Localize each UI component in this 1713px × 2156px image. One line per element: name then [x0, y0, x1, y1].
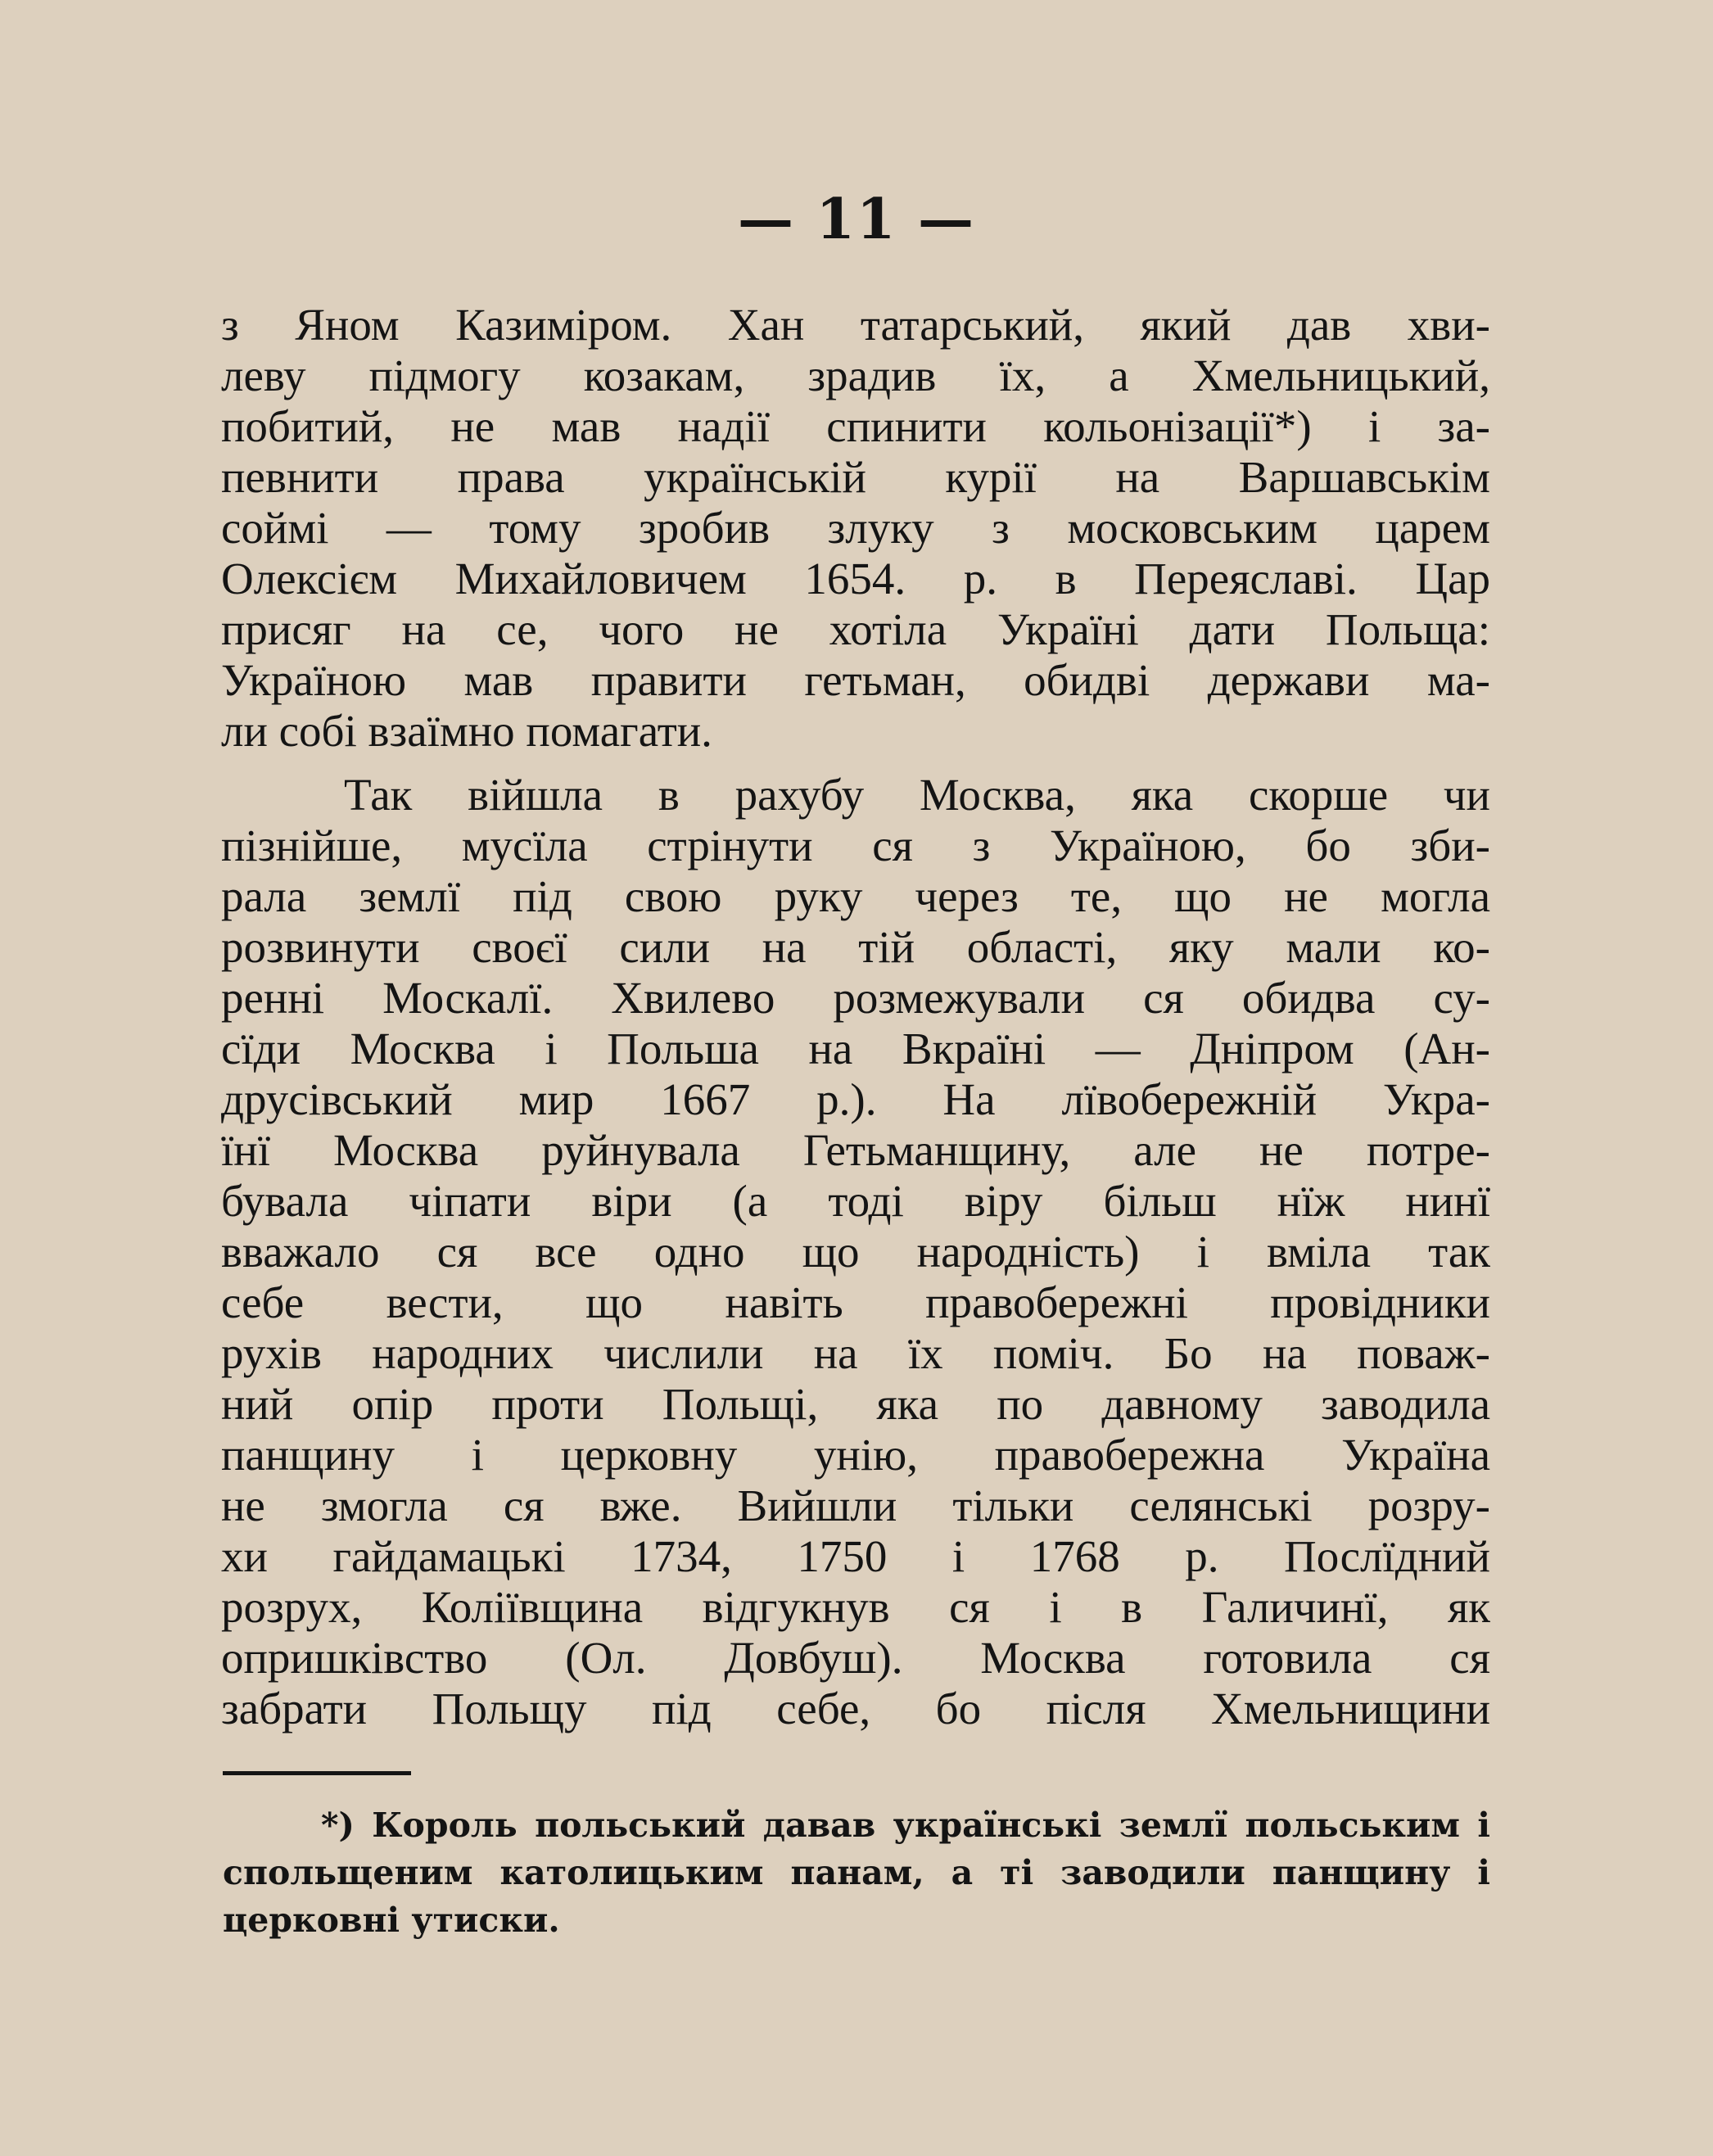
text-line: Так війшла в рахубу Москва, яка скорше чи [344, 770, 1490, 820]
page-number: — 11 — [738, 187, 975, 252]
text-line: ренні Москалї. Хвилево розмежували ся обидва су- [221, 973, 1490, 1023]
text-line: себе вести, що навіть правобережні провідники [221, 1277, 1490, 1327]
text-line: ний опір проти Польщі, яка по давному заводила [221, 1379, 1490, 1429]
text-line: леву підмогу козакам, зрадив їх, а Хмельницький, [221, 350, 1490, 400]
text-line: певнити права українській курії на Варшавськім [221, 452, 1490, 502]
paragraph-gap [221, 757, 1490, 770]
text-line: рухів народних числили на їх поміч. Бо на поваж- [221, 1328, 1490, 1378]
text-line: забрати Польщу під себе, бо після Хмельнищини [221, 1684, 1490, 1733]
text-line: їнї Москва руйнувала Гетьманщину, але не потре- [221, 1125, 1490, 1175]
footnote [223, 1801, 1490, 1944]
footnote-line: *) Король польський давав українські землї польським і [321, 1806, 1490, 1845]
footnote-line: церковні утиски. [223, 1901, 560, 1940]
text-line: побитий, не мав надії спинити кольонізації*) і за- [221, 401, 1490, 451]
text-line: присяг на се, чого не хотіла Україні дати Польща: [221, 604, 1490, 654]
text-line: Олексієм Михайловичем 1654. р. в Переяславі. Цар [221, 554, 1490, 603]
text-line: вважало ся все одно що народність) і вміла так [221, 1227, 1490, 1277]
text-line: розвинути своєї сили на тій області, яку мали ко- [221, 922, 1490, 972]
text-line: соймі — тому зробив злуку з московським царем [221, 503, 1490, 553]
text-line: ли собі взаїмно помагати. [221, 706, 712, 756]
text-line: друсівський мир 1667 р.). На лївобережній Укра- [221, 1074, 1490, 1124]
text-line: рала землї під свою руку через те, що не могла [221, 871, 1490, 921]
text-line: хи гайдамацькі 1734, 1750 і 1768 р. Послїдний [221, 1531, 1490, 1581]
footnote-divider [223, 1771, 411, 1775]
text-line: з Яном Казиміром. Хан татарський, який дав хви- [221, 300, 1490, 350]
text-line: не змогла ся вже. Вийшли тільки селянські розру- [221, 1480, 1490, 1530]
text-line: розрух, Коліївщина відгукнув ся і в Галичинї, як [221, 1582, 1490, 1632]
text-line: панщину і церковну унію, правобережна Україна [221, 1430, 1490, 1480]
text-line: Україною мав правити гетьман, обидві держави ма- [221, 655, 1490, 705]
text-line: опришківство (Ол. Довбуш). Москва готовила ся [221, 1633, 1490, 1683]
text-line: сїди Москва і Польша на Вкраїні — Дніпром (Ан- [221, 1024, 1490, 1073]
body-text [221, 300, 1490, 1734]
text-line: бувала чіпати віри (а тоді віру більш нїж нинї [221, 1176, 1490, 1226]
footnote-line: спольщеним католицьким панам, а ті заводили панщину і [223, 1853, 1490, 1892]
text-line: пізнійше, мусїла стрінути ся з Україною, бо зби- [221, 820, 1490, 870]
